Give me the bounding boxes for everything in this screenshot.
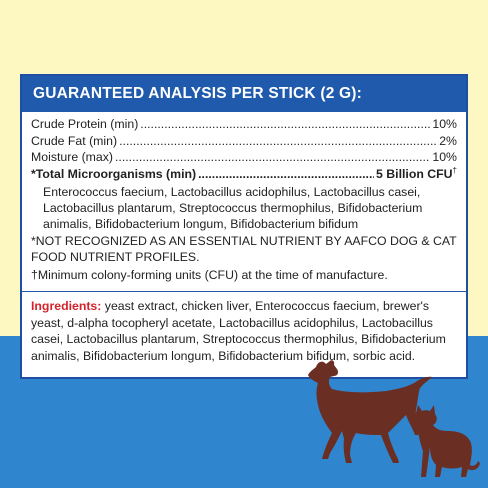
row-value: 10% (432, 117, 457, 131)
row-value: 10% (432, 150, 457, 164)
organisms-list: Enterococcus faecium, Lactobacillus acidophilus, Lactobacillus casei, Lactobacillus plantarum, Streptococcus thermophilus, Bifidobacterium animalis, Bifidobacterium longum, Bifidobacterium bifidum (43, 185, 423, 231)
analysis-row (31, 134, 457, 151)
analysis-row (31, 150, 457, 167)
analysis-row (31, 117, 457, 134)
ingredients-block (22, 292, 466, 364)
cfu-note: †Minimum colony-forming units (CFU) at the time of manufacture. (31, 268, 388, 282)
row-name: Crude Fat (min) (31, 133, 118, 148)
dog-and-cat-silhouette-icon (290, 355, 480, 485)
row-name: Moisture (max) (31, 150, 113, 164)
dot-leader (119, 134, 437, 148)
analysis-title: GUARANTEED ANALYSIS PER STICK (2 G): (22, 76, 466, 112)
microorganisms-row (31, 167, 457, 184)
ingredients-label: Ingredients: (31, 299, 102, 313)
not-recognized-note: *NOT RECOGNIZED AS AN ESSENTIAL NUTRIENT BY AAFCO DOG & CAT FOOD NUTRIENT PROFILES. (31, 234, 457, 264)
microorganisms-amount: 5 Billion CFU (376, 166, 453, 181)
microorganisms-value (376, 167, 457, 181)
dagger-mark: † (452, 165, 457, 175)
dot-leader (198, 167, 374, 181)
microorganisms-name: *Total Microorganisms (min) (31, 166, 197, 181)
ingredients-text: yeast extract, chicken liver, Enterococcus faecium, brewer's yeast, d-alpha tocopheryl acetate, Lactobacillus acidophilus, Lactobacillus casei, Lactobacillus plantarum, Streptococcus thermophilus, Bifidobacterium animalis, Bifidobacterium longum, Bifidobacterium bifidum, sorbic acid. (31, 299, 446, 363)
dot-leader (140, 117, 430, 131)
analysis-rows (22, 112, 466, 283)
analysis-panel (20, 74, 468, 379)
row-value: 2% (439, 133, 457, 148)
row-name: Crude Protein (min) (31, 117, 139, 131)
dot-leader (115, 150, 430, 164)
